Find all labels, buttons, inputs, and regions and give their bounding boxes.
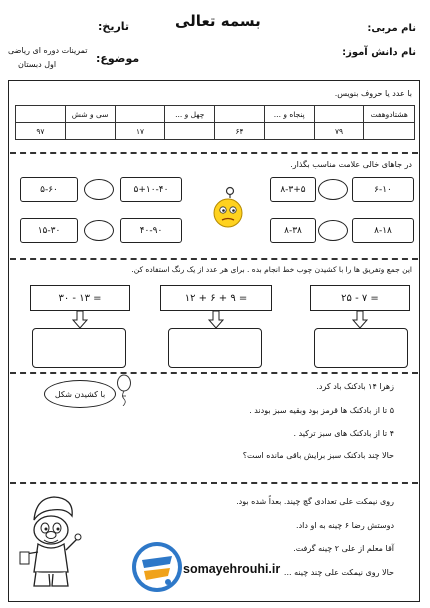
cartoon-character-image [16,492,86,592]
table-cell[interactable] [16,106,66,123]
compare-oval[interactable] [84,179,114,200]
equation-box: ۲۵ - ۷ = [310,285,410,311]
table-cell: پنجاه و ... [264,106,314,123]
table-cell: ۷۹ [314,123,364,140]
problem-line: حالا چند بادکنک سبز برایش باقی مانده است؟ [242,451,394,460]
table-cell: سی و شش [65,106,115,123]
section-divider [10,482,418,484]
answer-box[interactable] [168,328,262,368]
section2-instruction: در جاهای خالی علامت مناسب بگذار. [290,160,412,169]
table-cell: ۹۷ [16,123,66,140]
compare-left-box: ۶-۱۰ [352,177,414,202]
table-cell: ۱۷ [115,123,165,140]
problem-line: زهرا ۱۴ بادکنک باد کرد. [316,382,394,391]
equation-box: ۳۰ - ۱۳ = [30,285,130,311]
thinking-face-icon [210,186,246,230]
table-cell[interactable] [314,106,364,123]
arrow-down-icon [208,311,224,329]
draw-oval [44,380,116,408]
arrow-down-icon [72,311,88,329]
table-row [16,106,415,123]
draw-label: با کشیدن شکل [54,389,106,399]
date-label: تاریخ: [98,20,130,33]
table-cell[interactable] [364,123,415,140]
section-divider [10,152,418,154]
teacher-label: نام مربی: [367,23,416,34]
compare-right-box: ۱۵-۳۰ [20,218,78,243]
problem-line: آقا معلم از علی ۲ چینه گرفت. [293,544,394,553]
subject-label: موضوع: [96,52,140,65]
table-row [16,123,415,140]
arrow-down-icon [352,311,368,329]
table-cell[interactable] [165,123,215,140]
page-title: بسمه تعالی [175,12,261,30]
compare-right-box: ۸-۳+۵ [270,177,316,202]
problem-line: ۴ تا از بادکنک های سبز ترکید . [293,429,394,438]
table-cell: هشتادوهفت [364,106,415,123]
problem-line: حالا روی نیمکت علی چند چینه ... [283,568,394,577]
grade-value: اول دبستان [18,60,57,69]
section-divider [10,258,418,260]
section3-instruction: این جمع وتفریق ها را با کشیدن چوب خط انجام بده . برای هر عدد از یک رنگ استفاده کن. [131,265,412,274]
compare-right-box: ۵-۶۰ [20,177,78,202]
table-cell[interactable] [65,123,115,140]
site-logo-icon [130,540,184,594]
balloon-icon [114,374,134,406]
answer-box[interactable] [314,328,408,368]
section1-instruction: با عدد یا حروف بنویس. [334,89,412,98]
table-cell[interactable] [264,123,314,140]
subject-value: تمرینات دوره ای ریاضی [8,46,88,55]
compare-left-box: ۸-۱۸ [352,218,414,243]
compare-oval[interactable] [318,179,348,200]
table-cell: چهل و ... [165,106,215,123]
table-cell[interactable] [115,106,165,123]
table-cell: ۶۴ [215,123,265,140]
problem-line: دوستش رضا ۶ چینه به او داد. [296,521,394,530]
problem-line: روی نیمکت علی تعدادی گچ چیند. بعداً شده بود. [236,497,394,506]
table-cell[interactable] [215,106,265,123]
problem-line: ۵ تا از بادکنک ها قرمز بود وبقیه سبز بودند . [249,406,394,415]
compare-left-box: ۴۰-۹۰ [120,218,182,243]
website-url[interactable]: somayehrouhi.ir [183,562,281,576]
equation-box: ۱۲ + ۶ + ۹ = [160,285,272,311]
section-divider [10,372,418,374]
compare-left-box: ۵+۱۰-۴۰ [120,177,182,202]
compare-oval[interactable] [318,220,348,241]
compare-oval[interactable] [84,220,114,241]
numbers-table [15,105,415,140]
student-label: نام دانش آموز: [342,47,416,58]
answer-box[interactable] [32,328,126,368]
compare-right-box: ۸-۳۸ [270,218,316,243]
